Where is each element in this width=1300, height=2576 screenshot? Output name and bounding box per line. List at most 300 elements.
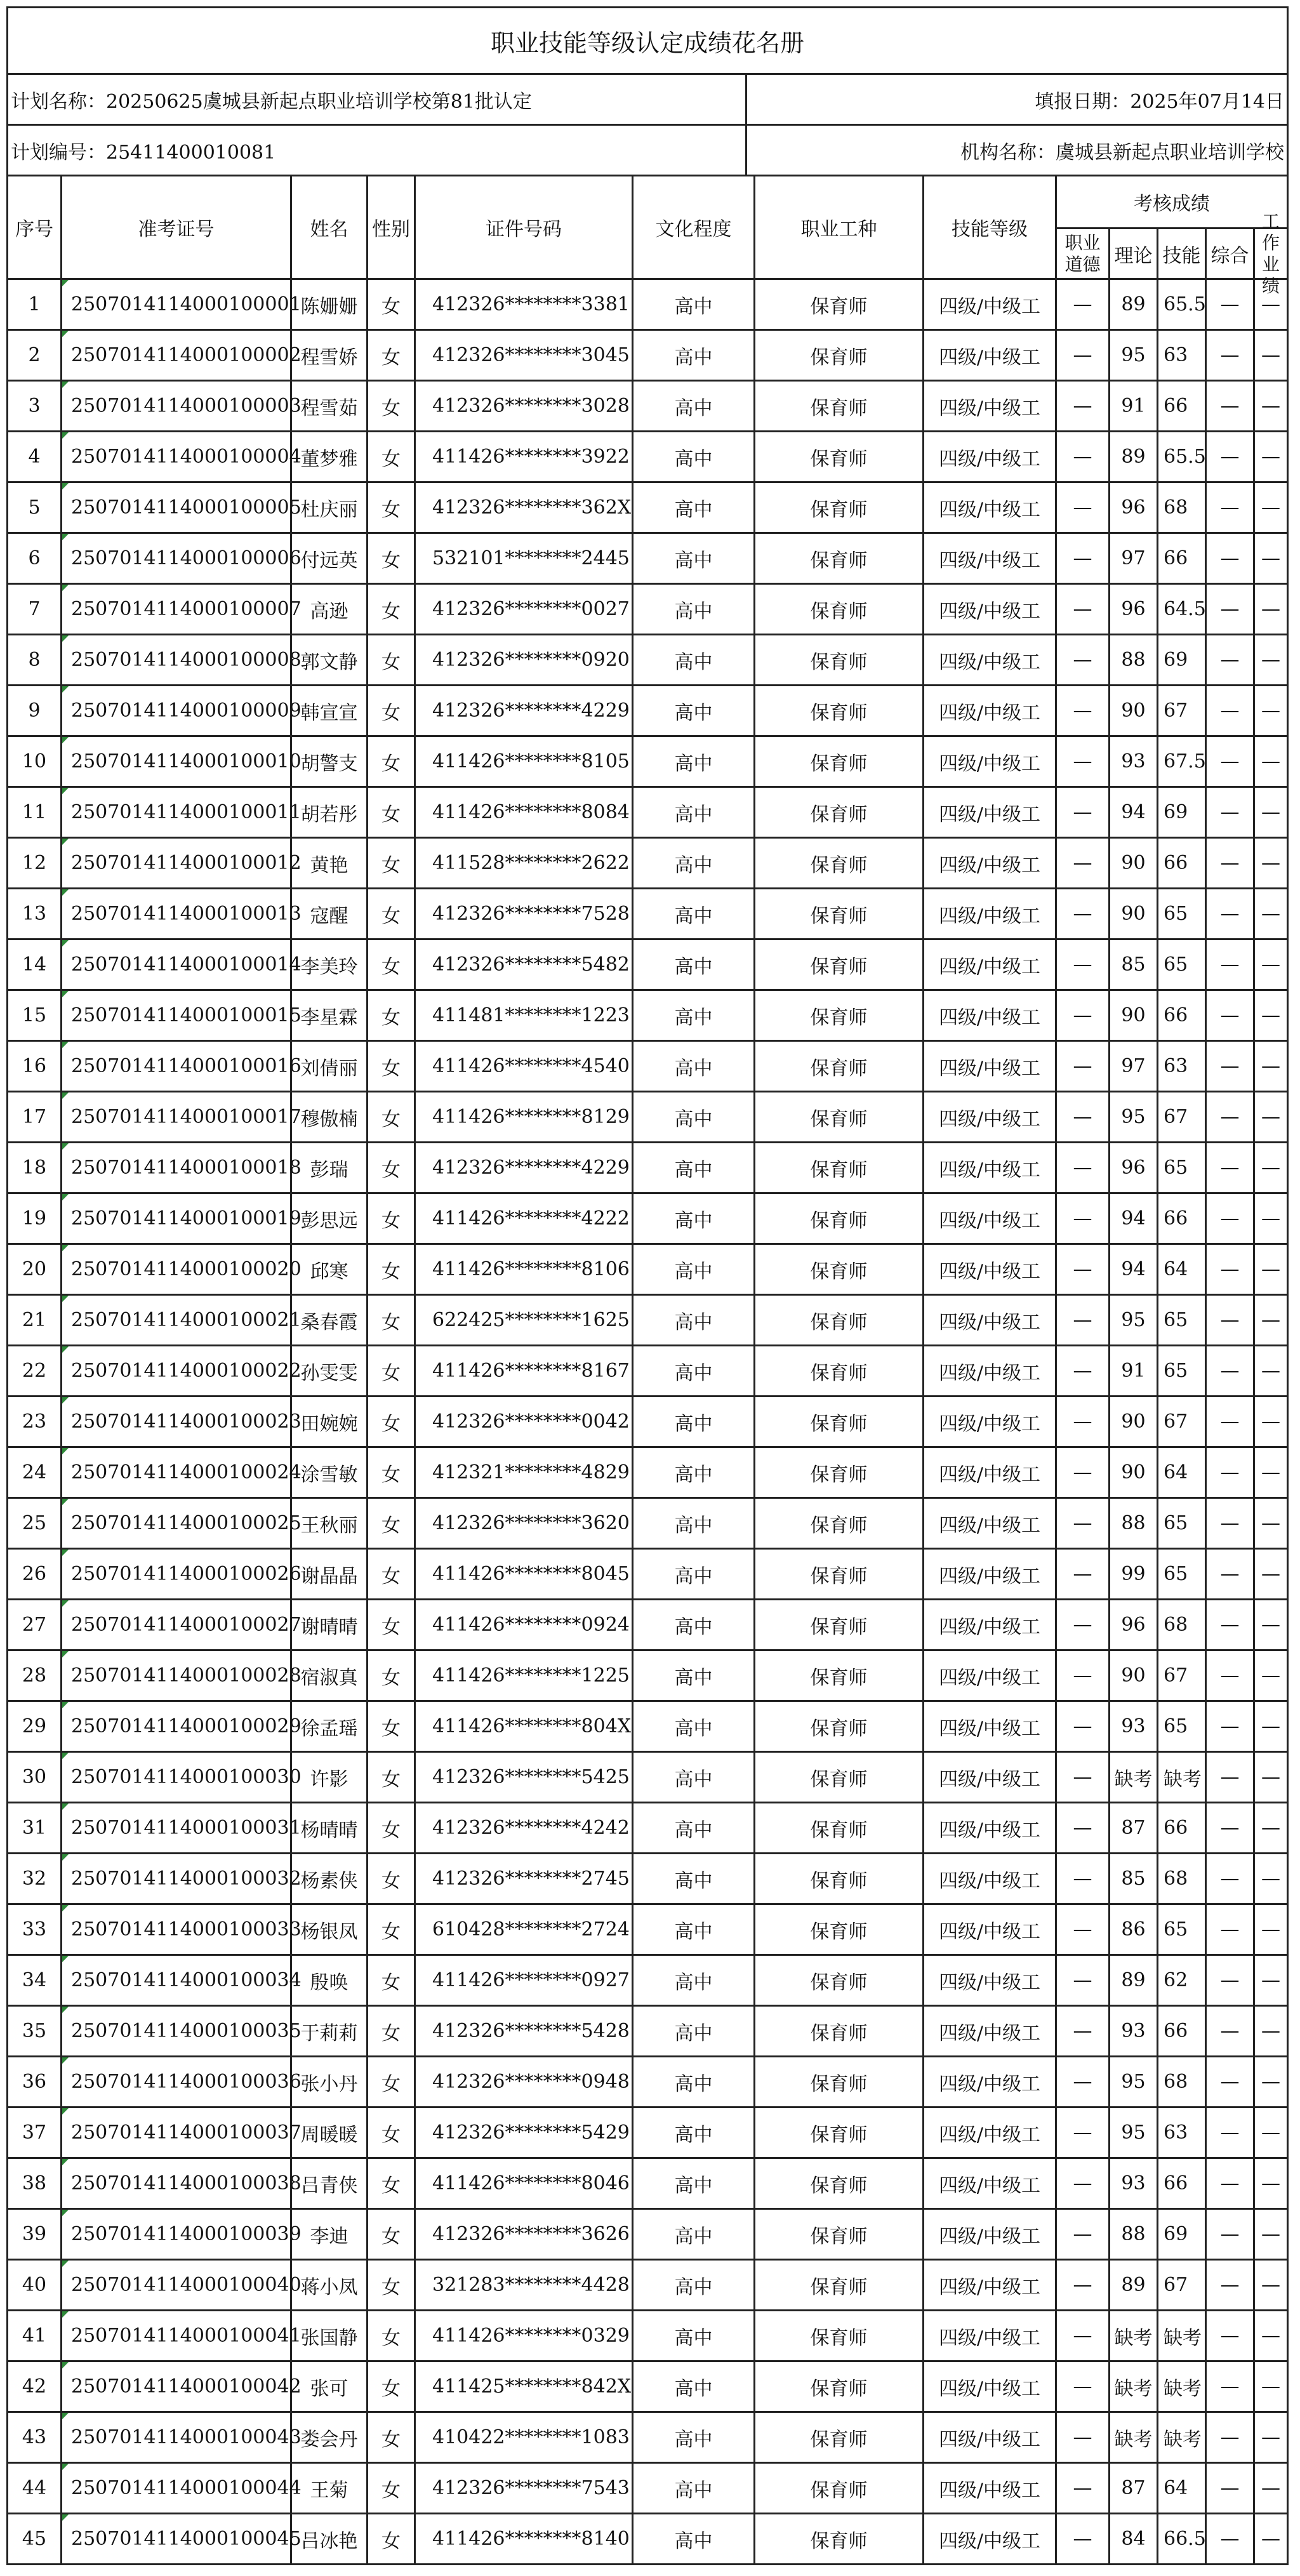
cell-cert-no-text: 412326********4242 — [432, 1817, 630, 1839]
cell-work — [1255, 1854, 1289, 1905]
cell-theory-text: 缺考 — [1114, 2377, 1153, 2400]
cell-name-text: 许影 — [310, 1768, 348, 1791]
cell-work — [1255, 1753, 1289, 1803]
cell-occupation-text: 保育师 — [810, 346, 868, 369]
cell-education-text: 高中 — [674, 2327, 713, 2349]
cell-skill-text: 69 — [1164, 649, 1188, 671]
cell-name — [292, 534, 368, 585]
cell-skill — [1158, 1245, 1207, 1296]
cell-exam-no-text: 2507014114000100044 — [71, 2477, 302, 2499]
cell-skill-text: 66 — [1164, 1207, 1188, 1230]
cell-work — [1255, 737, 1289, 788]
cell-ethics-text: — — [1073, 344, 1092, 366]
cell-cert-no — [416, 788, 633, 839]
cell-name-text: 杜庆丽 — [300, 498, 358, 521]
cell-level-text: 四级/中级工 — [938, 1869, 1041, 1892]
cell-theory — [1110, 1753, 1158, 1803]
cell-gender — [368, 1956, 416, 2007]
cell-comment-marker — [62, 889, 69, 896]
cell-name — [292, 1905, 368, 1956]
cell-cert-no-text: 610428********2724 — [432, 1918, 630, 1941]
cell-skill — [1158, 2210, 1207, 2261]
cell-work — [1255, 1803, 1289, 1854]
cell-comprehensive — [1207, 432, 1255, 483]
cell-seq — [6, 1803, 62, 1854]
cell-occupation — [755, 1092, 924, 1143]
cell-gender — [368, 737, 416, 788]
cell-comment-marker — [62, 1550, 69, 1556]
cell-cert-no-text: 412326********3626 — [432, 2223, 630, 2245]
cell-seq — [6, 2210, 62, 2261]
cell-theory-text: 84 — [1121, 2528, 1146, 2550]
table-row — [6, 1956, 1289, 2007]
cell-name — [292, 839, 368, 889]
cell-exam-no — [62, 2311, 302, 2362]
cell-comprehensive — [1207, 382, 1255, 432]
cell-seq — [6, 788, 62, 839]
cell-education — [633, 2311, 755, 2362]
cell-seq — [6, 1194, 62, 1245]
cell-seq-text: 17 — [22, 1106, 47, 1128]
cell-name — [292, 2057, 368, 2108]
cell-name — [292, 1296, 368, 1346]
cell-comprehensive — [1207, 1803, 1255, 1854]
cell-cert-no-text: 411426********3922 — [432, 446, 630, 468]
cell-theory-text: 97 — [1121, 1055, 1146, 1077]
cell-exam-no — [62, 1651, 302, 1702]
cell-occupation-text: 保育师 — [810, 2530, 868, 2553]
cell-cert-no-text: 321283********4428 — [432, 2274, 630, 2296]
cell-comprehensive-text: — — [1220, 1360, 1240, 1382]
cell-occupation — [755, 1042, 924, 1092]
cell-exam-no — [62, 1296, 302, 1346]
cell-cert-no — [416, 737, 633, 788]
cell-education-text: 高中 — [674, 2123, 713, 2146]
header-gender: 性别 — [368, 176, 416, 280]
cell-exam-no-text: 2507014114000100013 — [71, 903, 302, 925]
cell-education — [633, 940, 755, 991]
table-row — [6, 1499, 1289, 1550]
cell-occupation — [755, 2210, 924, 2261]
cell-education-text: 高中 — [674, 448, 713, 470]
cell-exam-no-text: 2507014114000100009 — [71, 700, 302, 722]
cell-work-text: — — [1261, 1918, 1280, 1941]
cell-ethics — [1057, 940, 1110, 991]
cell-seq-text: 36 — [22, 2071, 47, 2093]
cell-exam-no-text: 2507014114000100025 — [71, 1512, 302, 1534]
cell-name-text: 吕青侠 — [300, 2174, 358, 2197]
cell-cert-no-text: 411426********8129 — [432, 1106, 630, 1128]
cell-occupation-text: 保育师 — [810, 2174, 868, 2197]
cell-comment-marker — [62, 1194, 69, 1200]
cell-theory-text: 96 — [1121, 598, 1146, 620]
cell-occupation-text: 保育师 — [810, 1412, 868, 1435]
cell-work — [1255, 585, 1289, 635]
cell-name — [292, 737, 368, 788]
cell-ethics-text: — — [1073, 2071, 1092, 2093]
cell-occupation — [755, 1448, 924, 1499]
cell-work — [1255, 1042, 1289, 1092]
cell-skill — [1158, 2108, 1207, 2159]
cell-skill — [1158, 2464, 1207, 2514]
cell-comprehensive-text: — — [1220, 852, 1240, 874]
cell-ethics — [1057, 1346, 1110, 1397]
cell-cert-no — [416, 2413, 633, 2464]
cell-theory-text: 95 — [1121, 1106, 1146, 1128]
cell-ethics — [1057, 686, 1110, 737]
cell-occupation — [755, 1651, 924, 1702]
cell-comment-marker — [62, 2311, 69, 2318]
cell-cert-no-text: 411426********8045 — [432, 1563, 630, 1585]
cell-skill-text: 64 — [1164, 2477, 1188, 2499]
cell-cert-no — [416, 1753, 633, 1803]
cell-theory-text: 93 — [1121, 1715, 1146, 1737]
cell-comment-marker — [62, 991, 69, 997]
cell-ethics-text: — — [1073, 446, 1092, 468]
cell-skill-text: 68 — [1164, 1614, 1188, 1636]
cell-ethics — [1057, 1550, 1110, 1600]
cell-work-text: — — [1261, 2020, 1280, 2042]
cell-theory-text: 94 — [1121, 801, 1146, 823]
cell-ethics-text: — — [1073, 1055, 1092, 1077]
table-row — [6, 839, 1289, 889]
cell-exam-no — [62, 1245, 302, 1296]
cell-comment-marker — [62, 788, 69, 794]
cell-level-text: 四级/中级工 — [938, 1463, 1041, 1486]
cell-comprehensive — [1207, 2210, 1255, 2261]
cell-theory — [1110, 432, 1158, 483]
cell-occupation-text: 保育师 — [810, 955, 868, 978]
table-row — [6, 1753, 1289, 1803]
cell-cert-no-text: 411426********8140 — [432, 2528, 630, 2550]
cell-ethics-text: — — [1073, 649, 1092, 671]
cell-cert-no — [416, 635, 633, 686]
cell-occupation-text: 保育师 — [810, 1006, 868, 1029]
cell-occupation — [755, 2514, 924, 2565]
cell-skill — [1158, 2007, 1207, 2057]
cell-theory — [1110, 788, 1158, 839]
cell-skill-text: 68 — [1164, 496, 1188, 519]
cell-name — [292, 382, 368, 432]
cell-exam-no — [62, 2514, 302, 2565]
cell-cert-no — [416, 2362, 633, 2413]
cell-education-text: 高中 — [674, 1362, 713, 1384]
cell-skill-text: 65 — [1164, 1512, 1188, 1534]
cell-education — [633, 2413, 755, 2464]
cell-education — [633, 331, 755, 382]
cell-education — [633, 2261, 755, 2311]
cell-work — [1255, 2210, 1289, 2261]
cell-occupation — [755, 1346, 924, 1397]
cell-work — [1255, 2514, 1289, 2565]
cell-education-text: 高中 — [674, 752, 713, 775]
cell-exam-no-text: 2507014114000100002 — [71, 344, 302, 366]
cell-seq-text: 25 — [22, 1512, 47, 1534]
cell-theory-text: 95 — [1121, 344, 1146, 366]
cell-ethics-text: — — [1073, 1868, 1092, 1890]
cell-gender-text: 女 — [381, 2377, 401, 2400]
cell-cert-no — [416, 483, 633, 534]
cell-skill-text: 67.5 — [1164, 750, 1206, 773]
table-row — [6, 1702, 1289, 1753]
cell-education — [633, 737, 755, 788]
cell-work — [1255, 889, 1289, 940]
cell-level-text: 四级/中级工 — [938, 1209, 1041, 1232]
cell-ethics-text: — — [1073, 1766, 1092, 1788]
cell-education — [633, 2210, 755, 2261]
cell-seq-text: 34 — [22, 1969, 47, 1991]
cell-seq — [6, 991, 62, 1042]
cell-education — [633, 1397, 755, 1448]
cell-level — [924, 1956, 1057, 2007]
cell-work-text: — — [1261, 395, 1280, 417]
cell-seq-text: 7 — [28, 598, 41, 620]
cell-comprehensive — [1207, 737, 1255, 788]
cell-education-text: 高中 — [674, 1869, 713, 1892]
cell-seq-text: 23 — [22, 1411, 47, 1433]
cell-comment-marker — [62, 1346, 69, 1353]
cell-comprehensive — [1207, 991, 1255, 1042]
header-name: 姓名 — [292, 176, 368, 280]
cell-work-text: — — [1261, 1157, 1280, 1179]
cell-theory-text: 缺考 — [1114, 2327, 1153, 2349]
cell-level — [924, 1600, 1057, 1651]
cell-comprehensive — [1207, 2464, 1255, 2514]
cell-education-text: 高中 — [674, 1819, 713, 1842]
cell-seq-text: 8 — [28, 649, 41, 671]
cell-theory-text: 94 — [1121, 1207, 1146, 1230]
cell-theory — [1110, 1245, 1158, 1296]
cell-theory — [1110, 839, 1158, 889]
cell-occupation — [755, 1702, 924, 1753]
cell-skill — [1158, 1803, 1207, 1854]
cell-comprehensive — [1207, 1245, 1255, 1296]
cell-ethics — [1057, 1854, 1110, 1905]
cell-comprehensive — [1207, 1956, 1255, 2007]
cell-comment-marker — [62, 382, 69, 388]
cell-theory-text: 90 — [1121, 852, 1146, 874]
cell-gender-text: 女 — [381, 1869, 401, 1892]
cell-name — [292, 940, 368, 991]
cell-level — [924, 1092, 1057, 1143]
cell-level-text: 四级/中级工 — [938, 2327, 1041, 2349]
cell-level-text: 四级/中级工 — [938, 2377, 1041, 2400]
cell-exam-no — [62, 635, 302, 686]
table-row — [6, 331, 1289, 382]
cell-comment-marker — [62, 2007, 69, 2013]
cell-exam-no — [62, 1702, 302, 1753]
cell-gender-text: 女 — [381, 701, 401, 724]
cell-occupation — [755, 2261, 924, 2311]
cell-gender — [368, 1194, 416, 1245]
cell-work — [1255, 2057, 1289, 2108]
cell-comprehensive — [1207, 2057, 1255, 2108]
cell-gender — [368, 1346, 416, 1397]
cell-level — [924, 686, 1057, 737]
cell-work — [1255, 1346, 1289, 1397]
cell-ethics-text: — — [1073, 1918, 1092, 1941]
cell-gender — [368, 1550, 416, 1600]
cell-ethics-text: — — [1073, 801, 1092, 823]
cell-education — [633, 1143, 755, 1194]
cell-exam-no — [62, 2159, 302, 2210]
cell-seq — [6, 534, 62, 585]
cell-education-text: 高中 — [674, 1057, 713, 1080]
cell-cert-no — [416, 1194, 633, 1245]
cell-ethics — [1057, 534, 1110, 585]
cell-exam-no — [62, 2108, 302, 2159]
cell-name-text: 黄艳 — [310, 854, 348, 877]
table-row — [6, 2210, 1289, 2261]
cell-cert-no-text: 412321********4829 — [432, 1461, 630, 1484]
cell-occupation — [755, 2057, 924, 2108]
cell-seq-text: 32 — [22, 1868, 47, 1890]
cell-theory-text: 87 — [1121, 1817, 1146, 1839]
cell-gender — [368, 940, 416, 991]
cell-gender-text: 女 — [381, 905, 401, 927]
cell-level-text: 四级/中级工 — [938, 1006, 1041, 1029]
cell-comprehensive-text: — — [1220, 1969, 1240, 1991]
cell-seq — [6, 940, 62, 991]
cell-work-text: — — [1261, 598, 1280, 620]
cell-level-text: 四级/中级工 — [938, 2225, 1041, 2248]
cell-ethics — [1057, 2007, 1110, 2057]
cell-exam-no-text: 2507014114000100014 — [71, 953, 302, 976]
cell-ethics-text: — — [1073, 2325, 1092, 2347]
cell-cert-no-text: 411425********842X — [432, 2375, 632, 2398]
cell-seq — [6, 2159, 62, 2210]
cell-level — [924, 1194, 1057, 1245]
cell-gender — [368, 686, 416, 737]
cell-exam-no — [62, 1499, 302, 1550]
cell-theory — [1110, 1854, 1158, 1905]
cell-theory — [1110, 2159, 1158, 2210]
cell-occupation — [755, 737, 924, 788]
cell-seq-text: 33 — [22, 1918, 47, 1941]
cell-seq — [6, 686, 62, 737]
cell-cert-no-text: 412326********5428 — [432, 2020, 630, 2042]
cell-education — [633, 2464, 755, 2514]
cell-exam-no — [62, 1905, 302, 1956]
cell-gender — [368, 1397, 416, 1448]
cell-theory-text: 94 — [1121, 1258, 1146, 1280]
cell-occupation — [755, 2362, 924, 2413]
cell-occupation-text: 保育师 — [810, 701, 868, 724]
cell-education-text: 高中 — [674, 1920, 713, 1943]
cell-cert-no-text: 410422********1083 — [432, 2426, 630, 2448]
cell-name-text: 谢晴晴 — [300, 1616, 358, 1638]
cell-education-text: 高中 — [674, 2073, 713, 2095]
cell-name-text: 王菊 — [310, 2479, 348, 2502]
cell-cert-no — [416, 432, 633, 483]
cell-occupation-text: 保育师 — [810, 2276, 868, 2299]
cell-name — [292, 432, 368, 483]
cell-name-text: 杨素侠 — [300, 1869, 358, 1892]
cell-work-text: — — [1261, 2477, 1280, 2499]
cell-cert-no — [416, 1346, 633, 1397]
header-comprehensive: 综合 — [1207, 229, 1255, 280]
table-row — [6, 534, 1289, 585]
cell-cert-no-text: 411426********0329 — [432, 2325, 630, 2347]
table-row — [6, 889, 1289, 940]
cell-work — [1255, 2007, 1289, 2057]
cell-seq-text: 40 — [22, 2274, 47, 2296]
cell-theory-text: 86 — [1121, 1918, 1146, 1941]
cell-education-text: 高中 — [674, 1412, 713, 1435]
cell-exam-no — [62, 1397, 302, 1448]
cell-work-text: — — [1261, 649, 1280, 671]
cell-exam-no-text: 2507014114000100033 — [71, 1918, 302, 1941]
cell-name — [292, 1854, 368, 1905]
cell-ethics — [1057, 1092, 1110, 1143]
cell-gender — [368, 2108, 416, 2159]
cell-ethics-text: — — [1073, 2172, 1092, 2194]
cell-comprehensive — [1207, 280, 1255, 331]
cell-comment-marker — [62, 737, 69, 743]
cell-cert-no-text: 411528********2622 — [432, 852, 630, 874]
cell-education — [633, 483, 755, 534]
cell-education-text: 高中 — [674, 2174, 713, 2197]
cell-occupation — [755, 585, 924, 635]
cell-work — [1255, 331, 1289, 382]
cell-level-text: 四级/中级工 — [938, 2123, 1041, 2146]
cell-comprehensive-text: — — [1220, 547, 1240, 569]
header-occupation: 职业工种 — [755, 176, 924, 280]
cell-comprehensive — [1207, 483, 1255, 534]
cell-occupation — [755, 1803, 924, 1854]
cell-name-text: 李星霖 — [300, 1006, 358, 1029]
cell-level-text: 四级/中级工 — [938, 1362, 1041, 1384]
cell-comprehensive-text: — — [1220, 395, 1240, 417]
cell-cert-no — [416, 839, 633, 889]
cell-cert-no — [416, 1854, 633, 1905]
cell-education-text: 高中 — [674, 1108, 713, 1131]
cell-comment-marker — [62, 2108, 69, 2115]
cell-exam-no-text: 2507014114000100007 — [71, 598, 302, 620]
cell-gender-text: 女 — [381, 803, 401, 826]
cell-comprehensive-text: — — [1220, 2426, 1240, 2448]
cell-name — [292, 2464, 368, 2514]
cell-comprehensive — [1207, 889, 1255, 940]
cell-work-text: — — [1261, 446, 1280, 468]
cell-level-text: 四级/中级工 — [938, 2022, 1041, 2045]
table-row — [6, 382, 1289, 432]
cell-cert-no-text: 412326********3028 — [432, 395, 630, 417]
cell-education-text: 高中 — [674, 1260, 713, 1283]
cell-seq-text: 24 — [22, 1461, 47, 1484]
cell-comprehensive — [1207, 2108, 1255, 2159]
cell-seq-text: 35 — [22, 2020, 47, 2042]
cell-ethics — [1057, 1042, 1110, 1092]
cell-education-text: 高中 — [674, 955, 713, 978]
cell-work — [1255, 2464, 1289, 2514]
table-row — [6, 2057, 1289, 2108]
cell-skill-text: 65 — [1164, 1360, 1188, 1382]
cell-occupation-text: 保育师 — [810, 854, 868, 877]
cell-skill-text: 63 — [1164, 2121, 1188, 2144]
cell-work — [1255, 1194, 1289, 1245]
cell-work — [1255, 1296, 1289, 1346]
cell-skill — [1158, 1397, 1207, 1448]
cell-education — [633, 1803, 755, 1854]
cell-occupation-text: 保育师 — [810, 1108, 868, 1131]
cell-comment-marker — [62, 1854, 69, 1861]
cell-comment-marker — [62, 585, 69, 591]
cell-exam-no — [62, 1143, 302, 1194]
cell-comment-marker — [62, 1499, 69, 1505]
cell-skill-text: 66 — [1164, 547, 1188, 569]
cell-theory-text: 85 — [1121, 953, 1146, 976]
